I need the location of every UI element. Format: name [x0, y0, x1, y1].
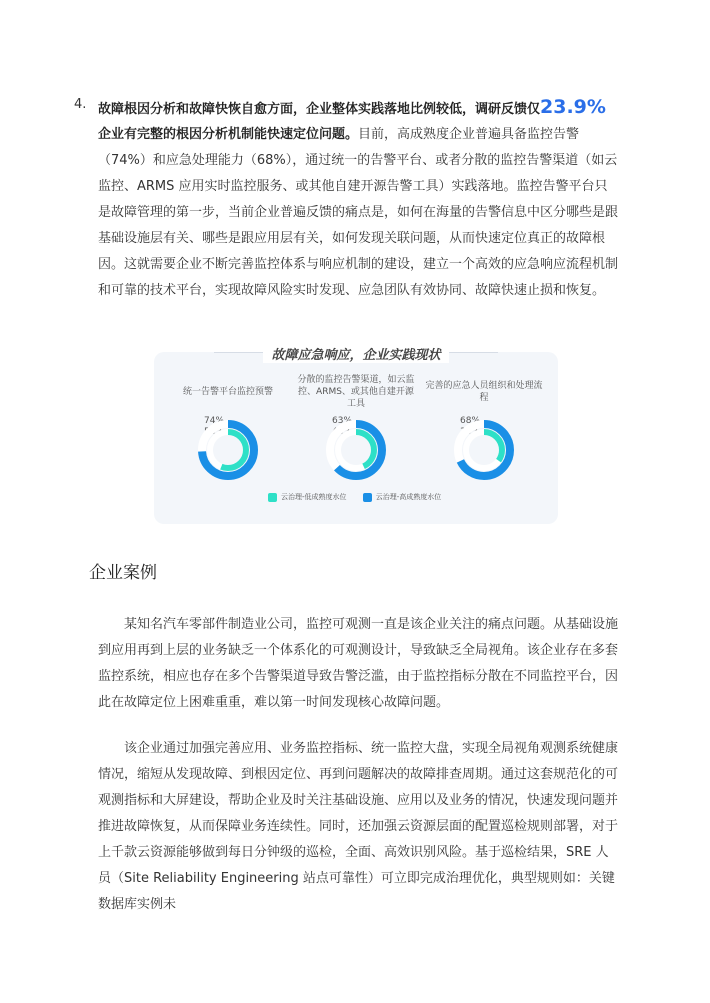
- ring-chart: [168, 410, 288, 490]
- legend-swatch-high: [363, 493, 372, 502]
- legend-item-low: 云治理-低成熟度水位: [268, 492, 347, 502]
- case-paragraph-1: 某知名汽车零部件制造业公司，监控可观测一直是该企业关注的痛点问题。从基础设施到应用再到上层的业务缺乏一个体系化的可观测设计，导致缺乏全局视角。该企业存在多套监控系统，相应也存在多个告警渠道导致告警泛滥，由于监控指标分散在不同监控平台，因此在故障定位上困难重重，难以第一时间发现核心故障问题。: [98, 617, 619, 710]
- ring-chart: [424, 410, 544, 490]
- section-4-body: 目前，高成熟度企业普遍具备监控告警（74%）和应急处理能力（68%），通过统一的告警平台、或者分散的监控告警渠道（如云监控、ARMS 应用实时监控服务、或其他自建开源告警工具）实践落地。监控告警平台只是故障管理的第一步，当前企业普遍反馈的痛点是，如何在海量的告警信息中区分哪些是跟基础设施层有关、哪些是跟应用层有关，如何发现关联问题，从而快速定位真正的故障根因。这就需要企业不断完善监控体系与响应机制的建设，建立一个高效的应急响应流程机制和可靠的技术平台，实现故障风险实时发现、应急团队有效协同、故障快速止损和恢复。: [98, 127, 619, 298]
- section-heading: 企业案例: [89, 563, 157, 583]
- low-value: 35%: [460, 427, 481, 437]
- list-number: 4.: [74, 97, 87, 112]
- figure-item-2: [296, 374, 416, 437]
- bold-trail: 企业有完整的根因分析机制能快速定位问题。: [98, 127, 359, 142]
- figure-item-3: [424, 374, 544, 437]
- case-paragraph-2: 该企业通过加强完善应用、业务监控指标、统一监控大盘，实现全局视角观测系统健康情况，缩短从发现故障、到根因定位、再到问题解决的故障排查周期。通过这套规范化的可观测指标和大屏建设，帮助企业及时关注基础设施、应用以及业务的情况，快速发现问题并推进故障恢复，从而保障业务连续性。同时，还加强云资源层面的配置巡检规则部署，对于上千款云资源能够做到每日分钟级的巡检，全面、高效识别风险。基于巡检结果，SRE 人员（Site Reliability Engineering 站点可靠性）可立即完成治理优化，典型规则如：关键数据库实例未: [98, 741, 619, 912]
- section-4-paragraph: [74, 92, 619, 304]
- low-value: 43%: [332, 427, 353, 437]
- figure-card: [154, 348, 558, 524]
- figure-item-label: 统一告警平台监控预警: [182, 387, 273, 397]
- figure-item-1: [168, 374, 288, 437]
- highlight-stat: 23.9%: [540, 96, 606, 118]
- legend-item-high: 云治理-高成熟度水位: [363, 492, 442, 502]
- figure-title: 故障应急响应，企业实践现状: [154, 344, 558, 363]
- high-value: 68%: [460, 416, 481, 426]
- figure-item-label: 分散的监控告警渠道，如云监控、ARMS、或其他自建开源工具: [297, 375, 415, 409]
- high-value: 74%: [204, 416, 225, 426]
- low-value: 56%: [204, 427, 225, 437]
- figure-item-label: 完善的应急人员组织和处理流程: [425, 381, 543, 403]
- figure-legend: [268, 492, 455, 504]
- bold-lead: 故障根因分析和故障快恢自愈方面，企业整体实践落地比例较低，调研反馈仅: [98, 102, 541, 117]
- ring-chart: [296, 410, 416, 490]
- high-value: 63%: [332, 416, 353, 426]
- legend-swatch-low: [268, 493, 277, 502]
